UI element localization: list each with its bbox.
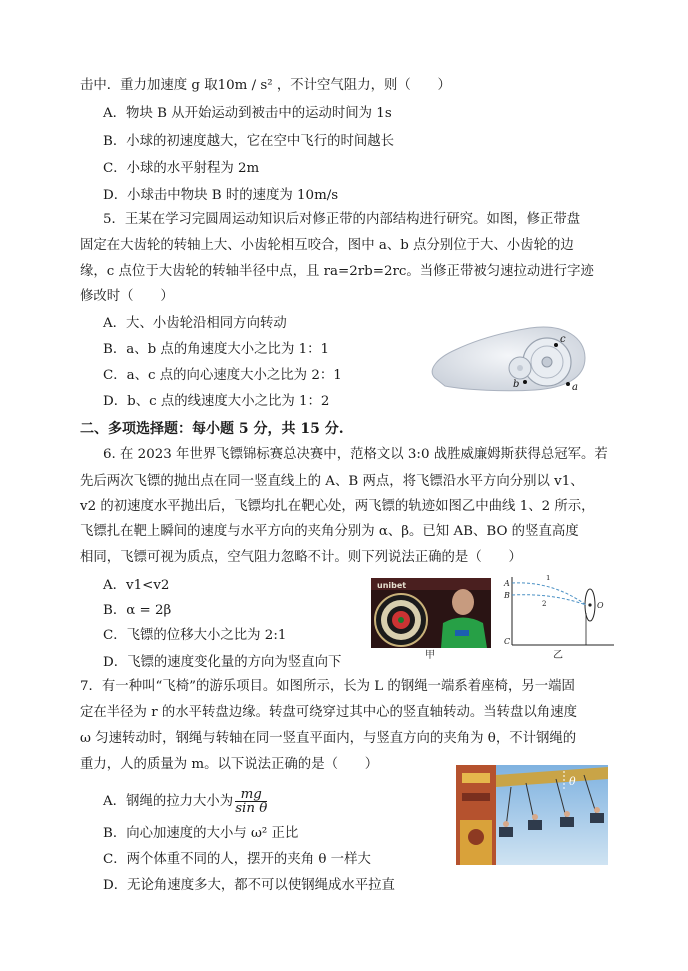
q6-option-d: D．飞镖的速度变化量的方向为竖直向下 xyxy=(103,655,342,670)
diagram-label-b: B xyxy=(504,591,510,600)
photo-banner-text: unibet xyxy=(377,581,407,590)
curve-label-2: 2 xyxy=(542,600,547,608)
q6-stem-line-4: 飞镖扎在靶上瞬间的速度与水平方向的夹角分别为 α、β。已知 AB、BO 的竖直高度 xyxy=(80,524,579,539)
q6-stem-line-5: 相同，飞镖可视为质点，空气阻力忽略不计。则下列说法正确的是（ ） xyxy=(80,550,522,565)
diagram-label-o: O xyxy=(597,601,604,610)
label-a: a xyxy=(572,382,578,393)
q4-option-a: A．物块 B 从开始运动到被击中的运动时间为 1s xyxy=(103,106,392,121)
fraction-numerator: mg xyxy=(235,788,267,802)
q7-option-d: D．无论角速度多大，都不可以使钢绳成水平拉直 xyxy=(103,878,395,893)
q6-stem-line-1: 6. 在 2023 年世界飞镖锦标赛总决赛中，范格文以 3:0 战胜威廉姆斯获得总冠军。若 xyxy=(103,447,608,462)
q6-stem-line-3: v2 的初速度水平抛出后，飞镖均扎在靶心处，两飞镖的轨迹如图乙中曲线 1、2 所示， xyxy=(80,499,595,514)
diagram-label-c: C xyxy=(504,637,511,646)
curve-label-1: 1 xyxy=(546,575,551,582)
q7-stem-line-4: 重力，人的质量为 m。以下说法正确的是（ ） xyxy=(80,757,379,772)
q7-option-c: C．两个体重不同的人，摆开的夹角 θ 一样大 xyxy=(103,852,371,867)
q4-option-c: C．小球的水平射程为 2m xyxy=(103,161,260,176)
q7-option-a xyxy=(103,788,267,815)
darts-photo xyxy=(371,578,491,648)
fraction-denominator: sin θ xyxy=(235,801,268,816)
q7-stem-line-3: ω 匀速转动时，钢绳与转轴在同一竖直平面内，与竖直方向的夹角为 θ，不计钢绳的 xyxy=(80,731,577,746)
q5-option-b: B．a、b 点的角速度大小之比为 1：1 xyxy=(103,342,330,357)
q6-option-a: A．v1<v2 xyxy=(103,578,170,593)
q5-stem-line-2: 固定在大齿轮的转轴上大、小齿轮相互咬合，图中 a、b 点分别位于大、小齿轮的边 xyxy=(80,238,574,253)
q5-option-a: A．大、小齿轮沿相同方向转动 xyxy=(103,316,287,331)
q4-option-d: D．小球击中物块 B 时的速度为 10m/s xyxy=(103,188,339,203)
q5-stem-line-1: 5．王某在学习完圆周运动知识后对修正带的内部结构进行研究。如图，修正带盘 xyxy=(103,212,581,227)
correction-tape-figure xyxy=(425,320,590,395)
q4-option-b: B．小球的初速度越大，它在空中飞行的时间越长 xyxy=(103,134,395,149)
diagram-label-a: A xyxy=(504,579,510,588)
q7-option-a-text: A．钢绳的拉力大小为 xyxy=(103,794,234,809)
tension-fraction xyxy=(235,788,267,815)
trajectory-diagram xyxy=(498,575,616,650)
q5-option-c: C．a、c 点的向心速度大小之比为 2：1 xyxy=(103,368,342,383)
flying-chairs-photo xyxy=(456,765,608,865)
q4-stem-line: 击中．重力加速度 g 取10m / s² ，不计空气阻力，则（ ） xyxy=(80,78,451,93)
q7-stem-line-2: 定在半径为 r 的水平转盘边缘。转盘可绕穿过其中心的竖直轴转动。当转盘以角速度 xyxy=(80,705,577,720)
q5-stem-line-4: 修改时（ ） xyxy=(80,289,174,304)
q7-stem-line-1: 7．有一种叫“飞椅”的游乐项目。如图所示，长为 L 的钢绳一端系着座椅，另一端固 xyxy=(80,679,575,694)
q5-option-d: D．b、c 点的线速度大小之比为 1：2 xyxy=(103,394,330,409)
q6-stem-line-2: 先后两次飞镖的抛出点在同一竖直线上的 A、B 两点，将飞镖沿水平方向分别以 v1、 xyxy=(80,474,584,489)
q7-option-b: B．向心加速度的大小与 ω² 正比 xyxy=(103,826,299,841)
q5-stem-line-3: 缘，c 点位于大齿轮的转轴半径中点，且 ra=2rb=2rc。当修正带被匀速拉动进行字迹 xyxy=(80,264,594,279)
q6-option-c: C．飞镖的位移大小之比为 2:1 xyxy=(103,628,287,643)
section-heading: 二、多项选择题：每小题 5 分，共 15 分. xyxy=(80,421,344,437)
label-b: b xyxy=(513,379,520,390)
label-c: c xyxy=(560,334,566,345)
figure-label-yi: 乙 xyxy=(553,650,563,661)
q6-option-b: B．α = 2β xyxy=(103,603,172,618)
figure-label-jia: 甲 xyxy=(425,650,435,661)
theta-label: θ xyxy=(569,775,576,788)
